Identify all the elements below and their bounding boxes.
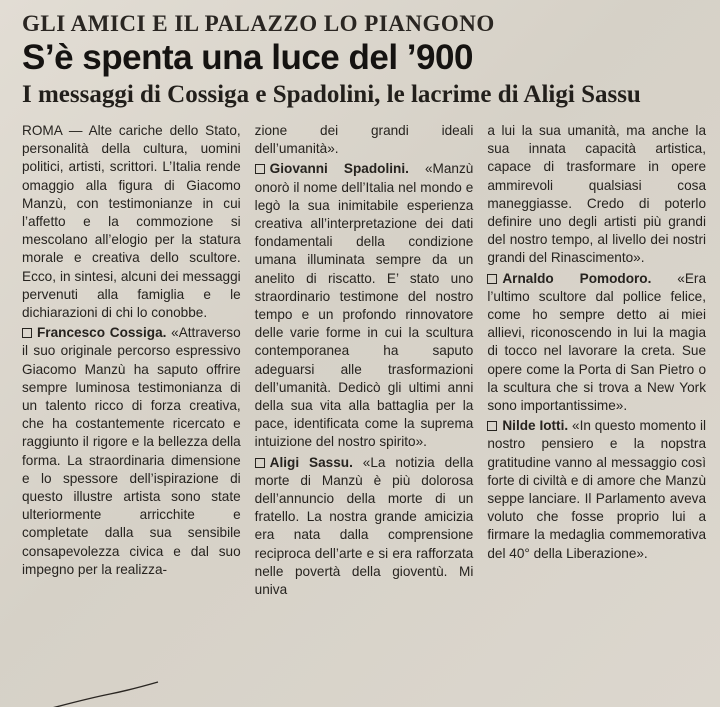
quote-text: «In questo momento il nostro pensiero e la nopstra gratitudine vanno al messaggio così forte di civiltà e di amore che Manzù seppe lanciare. Il Parlamento aveva voluto che fosse proprio lui a firmare la medaglia commemorativa del 40° della Liberazione». [487, 418, 707, 561]
quote-cossiga [22, 324, 241, 579]
quote-iotti [487, 417, 706, 563]
quote-spadolini [255, 160, 474, 451]
speaker-name: Arnaldo Pomodoro. [502, 270, 652, 286]
kicker: GLI AMICI E IL PALAZZO LO PIANGONO [22, 11, 495, 36]
subheadline: I messaggi di Cossiga e Spadolini, le lacrime di Aligi Sassu [22, 81, 641, 108]
quote-text: «Attraverso il suo originale percorso espressivo Giacomo Manzù ha saputo offrire sempre luminosa testimonianza di un talento ricco di forza creativa, che ha costantemente ricercato e raggiunto il rigore e la bellezza della forma. La straordinaria dimensione e lo spessore dell’ispirazione di questo illustre artista sono state ulteriormente arricchite e completate dalla sua sensibile consapevolezza civica e dal suo impegno per la realizza- [22, 325, 241, 577]
column-1 [22, 122, 241, 599]
speaker-name: Nilde Iotti. [502, 418, 569, 434]
square-bullet-icon [487, 274, 497, 284]
square-bullet-icon [22, 328, 32, 338]
continued-text: a lui la sua umanità, ma anche la sua innata capacità artistica, capace di trasformare in opere ammirevoli qualsiasi cosa maneggiasse. Credo di poterlo definire uno degli artisti più grandi del nostro tempo, al livello dei nostri grandi del Rinascimento». [487, 123, 707, 266]
quote-sassu [255, 454, 474, 600]
headline: S’è spenta una luce del ’900 [22, 38, 473, 77]
square-bullet-icon [255, 458, 265, 468]
quote-text: «Manzù onorò il nome dell’Italia nel mondo e legò la sua inimitabile esperienza creativa all’interpretazione dei dati fondamentali della condizione umana illuminata sempre da un anelito di riscatto. E’ stato uno straordinario testimone del nostro tempo e un profondo rinnovatore delle varie forme in cui la scultura contemporanea ha saputo adeguarsi alle trasformazioni dell’umanità. Dedicò gli ultimi anni della sua vita alla battaglia per la pace, identificata come la suprema intuizione del nostro spirito». [254, 161, 474, 450]
intro-paragraph: ROMA — Alte cariche dello Stato, personalità della cultura, uomini politici, artisti, scrittori. L’Italia rende omaggio alla figura di Giacomo Manzù, con testimonianze in cui l’affetto e la commozione si mescolano all’elogio per la statura morale e creativa dello scultore. Ecco, in sintesi, alcuni dei messaggi pervenuti alla famiglia e le dichiarazioni di chi lo conobbe. [22, 123, 241, 321]
continued-text: zione dei grandi ideali dell’umanità». [254, 123, 474, 157]
speaker-name: Giovanni Spadolini. [269, 161, 409, 177]
quote-pomodoro [487, 270, 706, 416]
pen-mark-icon [50, 680, 160, 707]
article-columns [22, 122, 706, 599]
square-bullet-icon [487, 421, 497, 431]
speaker-name: Francesco Cossiga. [37, 325, 167, 341]
column-3 [487, 122, 706, 599]
speaker-name: Aligi Sassu. [269, 454, 353, 470]
quote-text: «Era l’ultimo scultore dal pollice felice, come ho sempre detto ai miei allievi, riconoscendo in lui la magia di tocco nel lavorare la creta. Sue opere come la Porta di San Pietro o la scultura che si trova a New York sono importantissime». [487, 270, 707, 414]
square-bullet-icon [255, 164, 265, 174]
quote-text: «La notizia della morte di Manzù è più dolorosa dell’annuncio della morte di un fratello. La nostra grande amicizia era nata dalla comprensione reciproca dell’arte e si era rafforzata nelle povertà della gioventù. Mi univa [254, 454, 474, 598]
column-2 [255, 122, 474, 599]
